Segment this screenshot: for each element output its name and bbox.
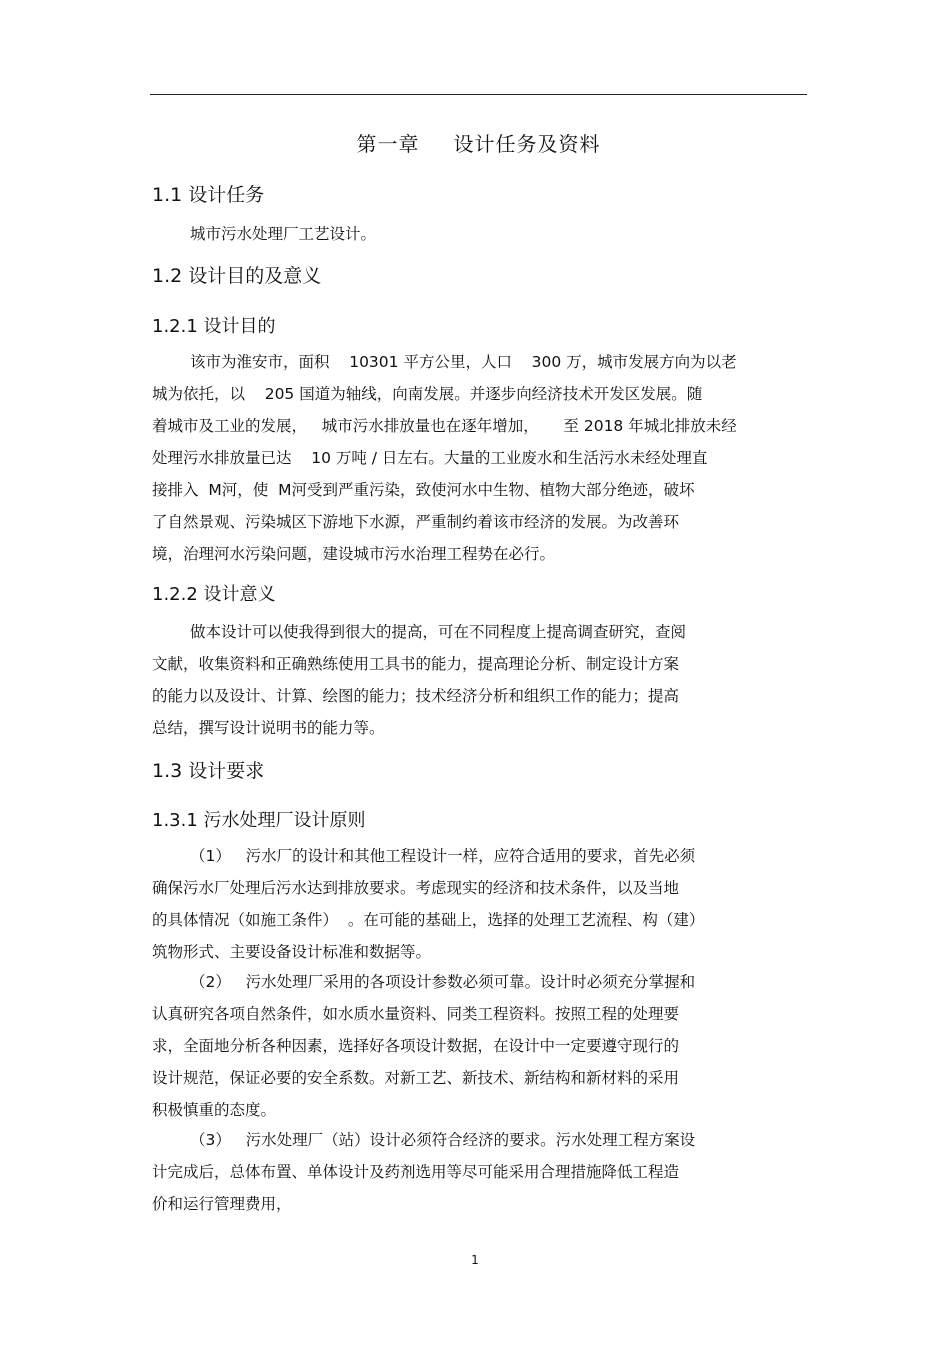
text-line: 总结，撰写设计说明书的能力等。 [152, 719, 385, 737]
text-line: 设计规范，保证必要的安全系数。对新工艺、新技术、新结构和新材料的采用 [152, 1069, 680, 1087]
text-line: 价和运行管理费用， [152, 1195, 292, 1213]
chapter-name: 设计任务及资料 [453, 132, 601, 156]
text-line: 积极慎重的态度。 [152, 1101, 277, 1119]
text-line: 求，全面地分析各种因素，选择好各项设计数据，在设计中一定要遵守现行的 [152, 1037, 680, 1055]
text-line: 筑物形式、主要设备设计标准和数据等。 [152, 943, 432, 961]
text-line: 做本设计可以使我得到很大的提高，可在不同程度上提高调查研究，查阅 [190, 623, 687, 641]
text-line: （2） 污水处理厂采用的各项设计参数必须可靠。设计时必须充分掌握和 [190, 973, 696, 991]
text-line: 处理污水排放量已达 10 万吨 / 日左右。大量的工业废水和生活污水未经处理直 [152, 449, 708, 467]
chapter-title [150, 128, 807, 157]
text-line: （3） 污水处理厂（站）设计必须符合经济的要求。污水处理工程方案设 [190, 1131, 696, 1149]
header-rule [150, 94, 807, 95]
page-number: 1 [471, 1253, 479, 1267]
text-line: 的具体情况（如施工条件） 。在可能的基础上，选择的处理工艺流程、构（建） [152, 911, 705, 929]
text-line: 该市为淮安市，面积 10301 平方公里，人口 300 万，城市发展方向为以老 [190, 353, 737, 371]
text-line: 着城市及工业的发展， 城市污水排放量也在逐年增加， 至 2018 年城北排放未经 [152, 417, 737, 435]
paragraph-1-2-1 [152, 346, 812, 570]
text-line: 接排入 M河，使 M河受到严重污染，致使河水中生物、植物大部分绝迹，破坏 [152, 481, 695, 499]
principle-2 [152, 966, 812, 1126]
paragraph-1-2-2 [152, 616, 812, 744]
chapter-number: 第一章 [356, 132, 420, 156]
heading-1-3: 1.3 设计要求 [152, 760, 265, 782]
text-line: 的能力以及设计、计算、绘图的能力；技术经济分析和组织工作的能力；提高 [152, 687, 680, 705]
principle-1 [152, 840, 812, 968]
text-line: 确保污水厂处理后污水达到排放要求。考虑现实的经济和技术条件，以及当地 [152, 879, 680, 897]
heading-1-2-2: 1.2.2 设计意义 [152, 584, 276, 605]
text-line: 认真研究各项自然条件，如水质水量资料、同类工程资料。按照工程的处理要 [152, 1005, 680, 1023]
text-line: 境，治理河水污染问题，建设城市污水治理工程势在必行。 [152, 545, 556, 563]
paragraph-1-1 [152, 218, 850, 250]
text-line: 计完成后，总体布置、单体设计及药剂选用等尽可能采用合理措施降低工程造 [152, 1163, 680, 1181]
text-line: 文献，收集资料和正确熟练使用工具书的能力，提高理论分析、制定设计方案 [152, 655, 680, 673]
text-line: 城市污水处理厂工艺设计。 [190, 225, 377, 243]
text-line: （1） 污水厂的设计和其他工程设计一样，应符合适用的要求，首先必须 [190, 847, 696, 865]
principle-3 [152, 1124, 812, 1220]
text-line: 城为依托，以 205 国道为轴线，向南发展。并逐步向经济技术开发区发展。随 [152, 385, 703, 403]
heading-1-2-1: 1.2.1 设计目的 [152, 316, 276, 337]
heading-1-3-1: 1.3.1 污水处理厂设计原则 [152, 810, 366, 831]
heading-1-2: 1.2 设计目的及意义 [152, 265, 322, 287]
heading-1-1: 1.1 设计任务 [152, 184, 265, 206]
text-line: 了自然景观、污染城区下游地下水源，严重制约着该市经济的发展。为改善环 [152, 513, 680, 531]
